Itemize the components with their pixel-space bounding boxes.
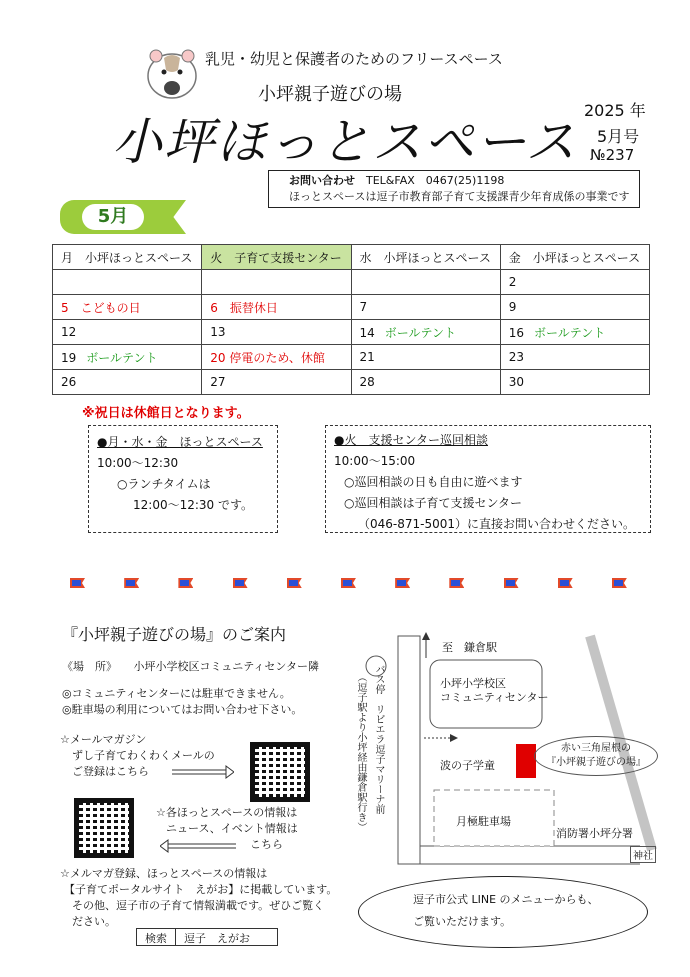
- map-bus-sub: （逗子駅より小坪経由鎌倉駅行き）: [355, 672, 366, 832]
- search-value: 逗子 えがお: [184, 932, 250, 945]
- calendar-date: 21: [359, 350, 375, 364]
- carp-streamer-row: [70, 576, 630, 592]
- carp-streamer-icon: [233, 576, 251, 590]
- calendar-date: 30: [508, 375, 525, 389]
- calendar-header: 水 小坪ほっとスペース: [351, 245, 500, 270]
- portal-line4: ださい。: [72, 915, 116, 928]
- calendar-cell: [351, 295, 500, 320]
- calendar-cell: [351, 270, 500, 295]
- parking-note2: ◎駐車場の利用についてはお問い合わせ下さい。: [62, 703, 303, 716]
- mail-line2: ずし子育てわくわくメールの: [72, 749, 215, 762]
- carp-streamer-icon: [449, 576, 467, 590]
- search-key: 検索: [137, 929, 176, 945]
- center-box: [325, 425, 651, 533]
- line-bubble: [358, 876, 648, 948]
- map-bus: バス停 リビエラ逗子マリーナ前: [373, 664, 384, 814]
- calendar-cell: [202, 345, 351, 370]
- lunch-label: ○ランチタイムは: [117, 477, 211, 491]
- calendar-date: 7: [359, 300, 368, 314]
- calendar-date: 26: [61, 375, 77, 389]
- calendar-cell: [53, 270, 202, 295]
- calendar-event: ボールテント: [534, 325, 606, 340]
- calendar-cell: [53, 320, 202, 345]
- portal-line1: ☆メルマガ登録、ほっとスペースの情報は: [60, 867, 268, 880]
- hot-space-box: [88, 425, 278, 533]
- calendar-date: 6 振替休日: [210, 300, 278, 315]
- calendar-cell: [500, 295, 649, 320]
- page-title: 小坪ほっとスペース: [112, 113, 578, 171]
- hot-space-title: ●月・水・金 ほっとスペース: [97, 435, 263, 449]
- portal-line2: 【子育てポータルサイト えがお】に掲載しています。: [64, 883, 338, 896]
- guide-title: 『小坪親子遊びの場』のご案内: [62, 625, 287, 644]
- carp-streamer-icon: [612, 576, 630, 590]
- contact-tel: TEL&FAX 0467(25)1198: [366, 174, 505, 187]
- center-line2: ○巡回相談は子育て支援センター: [344, 496, 522, 510]
- lunch-time: 12:00～12:30 です。: [133, 498, 254, 512]
- calendar-cell: [202, 270, 351, 295]
- calendar-cell: [53, 295, 202, 320]
- calendar-date: 9: [508, 300, 517, 314]
- calendar-row: [53, 320, 650, 345]
- carp-streamer-icon: [124, 576, 142, 590]
- issue-number: №237: [590, 146, 635, 164]
- calendar-date: 27: [210, 375, 226, 389]
- mail-line3: ご登録はこちら: [72, 765, 149, 778]
- place-row: [62, 659, 319, 675]
- carp-streamer-icon: [558, 576, 576, 590]
- calendar-date: 14: [359, 325, 375, 340]
- map-nami: 波の子学童: [440, 759, 495, 772]
- calendar-cell: [53, 345, 202, 370]
- carp-streamer-icon: [178, 576, 196, 590]
- calendar-cell: [500, 270, 649, 295]
- calendar-cell: [202, 370, 351, 395]
- center-line1: ○巡回相談の日も自由に遊べます: [344, 475, 523, 489]
- map-parking: 月極駐車場: [456, 815, 511, 828]
- calendar-cell: [351, 345, 500, 370]
- left-arrow-icon: [160, 838, 236, 852]
- parking-note1: ◎コミュニティセンターには駐車できません。: [62, 687, 291, 700]
- info-line1: ☆各ほっとスペースの情報は: [156, 806, 298, 819]
- line-bubble-l2: ご覧いただけます。: [413, 915, 512, 928]
- calendar-cell: [202, 320, 351, 345]
- issue: 5月号: [597, 127, 640, 146]
- calendar-date: 16: [508, 325, 525, 340]
- carp-streamer-icon: [341, 576, 359, 590]
- calendar-row: [53, 270, 650, 295]
- calendar-cell: [53, 370, 202, 395]
- search-box[interactable]: [136, 928, 278, 946]
- center-title: ●火 支援センター巡回相談: [334, 433, 488, 447]
- calendar-date: 12: [61, 325, 77, 339]
- carp-streamer-icon: [395, 576, 413, 590]
- place-label: 《場 所》: [62, 660, 112, 673]
- subtitle: 乳児・幼児と保護者のためのフリースペース: [205, 50, 503, 68]
- org-title: 小坪親子遊びの場: [258, 84, 402, 105]
- map-kamakura: 至 鎌倉駅: [442, 641, 497, 654]
- portal-line3: その他、逗子市の子育て情報満載です。ぜひご覧く: [72, 899, 325, 912]
- calendar-row: [53, 345, 650, 370]
- holiday-notice: ※祝日は休館日となります。: [82, 406, 250, 421]
- calendar-header: 火 子育て支援センター: [202, 245, 351, 270]
- map-school: 小坪小学校区: [440, 677, 506, 690]
- calendar-date: 28: [359, 375, 375, 389]
- calendar-cell: [202, 295, 351, 320]
- calendar-header: 金 小坪ほっとスペース: [500, 245, 649, 270]
- calendar-date: 13: [210, 325, 226, 339]
- calendar-cell: [500, 320, 649, 345]
- red-roof-line2: 『小坪親子遊びの場』: [546, 757, 646, 768]
- line-bubble-l1: 逗子市公式 LINE のメニューからも、: [413, 893, 599, 906]
- info-line2: ニュース、イベント情報は: [166, 822, 298, 835]
- carp-streamer-icon: [504, 576, 522, 590]
- calendar-date: 23: [508, 350, 525, 364]
- calendar-header: 月 小坪ほっとスペース: [53, 245, 202, 270]
- map-shrine: 神社: [630, 846, 656, 863]
- info-line3: こちら: [250, 838, 283, 851]
- calendar-date: 19: [61, 350, 77, 365]
- map-fire: 消防署小坪分署: [556, 827, 633, 840]
- month-label: 5月: [82, 204, 144, 230]
- carp-streamer-icon: [70, 576, 88, 590]
- map-center: コミュニティセンター: [440, 691, 549, 704]
- calendar-date: 2: [508, 275, 517, 289]
- calendar-row: [53, 295, 650, 320]
- place-value: 小坪小学校区コミュニティセンター隣: [133, 660, 319, 673]
- calendar-event: ボールテント: [384, 325, 456, 340]
- calendar-table: [52, 244, 650, 395]
- contact-note: ほっとスペースは逗子市教育部子育て支援課青少年育成係の事業です: [289, 190, 630, 203]
- calendar-row: [53, 370, 650, 395]
- mail-qr-code[interactable]: [250, 742, 310, 802]
- info-qr-code[interactable]: [74, 798, 134, 858]
- carp-streamer-icon: [287, 576, 305, 590]
- contact-label: お問い合わせ: [289, 174, 355, 187]
- calendar-cell: [500, 370, 649, 395]
- year: 2025 年: [584, 101, 646, 120]
- red-roof-line1: 赤い三角屋根の: [561, 743, 631, 754]
- hamster-mascot: [144, 44, 200, 102]
- center-time: 10:00～15:00: [334, 454, 416, 468]
- calendar-date: 5 こどもの日: [61, 300, 141, 315]
- calendar-date: 20 停電のため、休館: [210, 350, 325, 365]
- hot-space-time: 10:00～12:30: [97, 456, 179, 470]
- contact-box: [268, 170, 640, 208]
- right-arrow-icon: [172, 764, 234, 778]
- mail-line1: ☆メールマガジン: [60, 733, 147, 746]
- red-roof-callout: [534, 736, 658, 776]
- calendar-cell: [351, 320, 500, 345]
- calendar-cell: [500, 345, 649, 370]
- center-line3: （046-871-5001）に直接お問い合わせください。: [358, 517, 636, 531]
- calendar-cell: [351, 370, 500, 395]
- calendar-event: ボールテント: [86, 350, 158, 365]
